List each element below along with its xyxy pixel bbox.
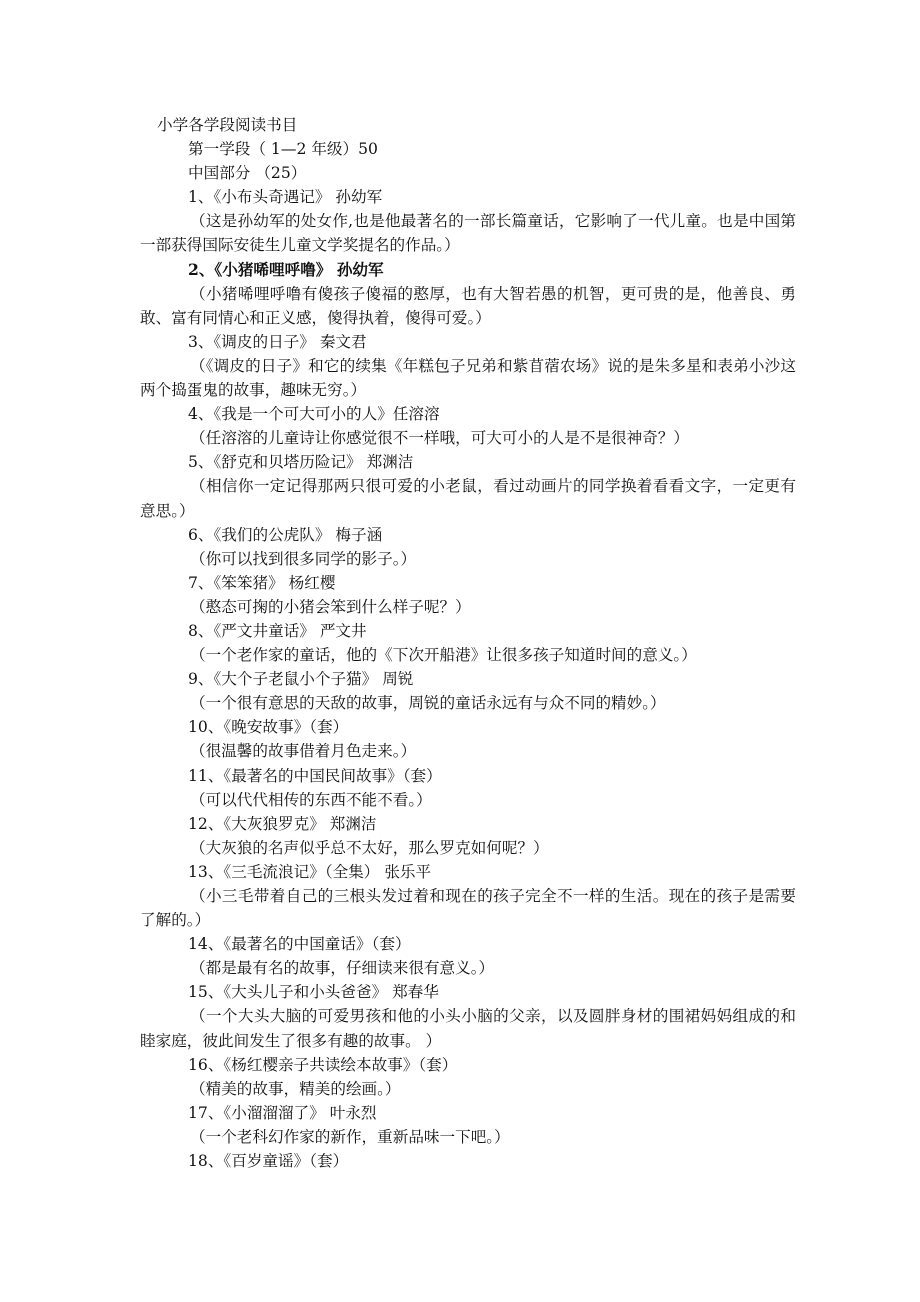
- book-description: （小三毛带着自己的三根头发过着和现在的孩子完全不一样的生活。现在的孩子是需要了解的。）: [140, 887, 796, 930]
- book-description: （很温馨的故事借着月色走来。）: [190, 742, 417, 761]
- book-entry: 7、《笨笨猪》 杨红樱: [188, 573, 336, 592]
- book-entry: 13、《三毛流浪记》（全集） 张乐平: [188, 862, 432, 881]
- book-description: （一个老科幻作家的新作，重新品味一下吧。）: [190, 1127, 510, 1146]
- book-description: （一个大头大脑的可爱男孩和他的小头小脑的父亲，以及圆胖身材的围裙妈妈组成的和睦家庭，彼此间发生了很多有趣的故事。 ）: [140, 1007, 796, 1050]
- book-entry: 15、《大头儿子和小头爸爸》 郑春华: [188, 983, 439, 1002]
- book-description: （《调皮的日子》和它的续集《年糕包子兄弟和紫苜蓿农场》说的是朱多星和表弟小沙这两个捣蛋鬼的故事，趣味无穷。）: [140, 356, 796, 400]
- book-description: （一个很有意思的天敌的故事，周锐的童话永远有与众不同的精妙。）: [190, 694, 666, 713]
- book-entry: 3、《调皮的日子》 秦文君: [188, 332, 367, 351]
- book-entry: 4、《我是一个可大可小的人》任溶溶: [188, 405, 440, 424]
- book-description: （大灰狼的名声似乎总不太好，那么罗克如何呢？）: [190, 838, 549, 857]
- book-entry: 8、《严文井童话》 严文井: [188, 621, 367, 640]
- book-entry: 17、《小溜溜溜了》 叶永烈: [188, 1103, 377, 1122]
- book-description: （可以代代相传的东西不能不看。）: [190, 790, 432, 809]
- book-description: （一个老作家的童话，他的《下次开船港》让很多孩子知道时间的意义。）: [190, 646, 697, 665]
- book-entry: 10、《晚安故事》（套）: [188, 718, 349, 737]
- book-entry: 2、《小猪唏哩呼噜》 孙幼军: [188, 259, 384, 279]
- book-entry: 1、《小布头奇遇记》 孙幼军: [188, 188, 383, 207]
- book-description: （精美的故事，精美的绘画。）: [190, 1079, 401, 1098]
- book-entry: 9、《大个子老鼠小个子猫》 周锐: [188, 670, 414, 689]
- document-title: 小学各学段阅读书目: [157, 116, 298, 134]
- stage-heading: 第一学段（ 1—2 年级）50: [188, 140, 378, 159]
- book-description: （都是最有名的故事，仔细读来很有意义。）: [190, 959, 495, 978]
- document-body: [140, 113, 796, 1173]
- book-entry: 6、《我们的公虎队》 梅子涵: [188, 525, 383, 544]
- book-description: （小猪唏哩呼噜有傻孩子傻福的憨厚，也有大智若愚的机智，更可贵的是，他善良、勇敢、富有同情心和正义感，傻得执着，傻得可爱。）: [140, 284, 796, 327]
- section-heading: 中国部分 （25）: [188, 164, 307, 183]
- book-entry: 18、《百岁童谣》（套）: [188, 1152, 349, 1171]
- book-entry: 12、《大灰狼罗克》 郑渊洁: [188, 814, 377, 833]
- book-entry: 14、《最著名的中国童话》（套）: [188, 935, 411, 954]
- book-description: （这是孙幼军的处女作,也是他最著名的一部长篇童话，它影响了一代儿童。也是中国第一部获得国际安徒生儿童文学奖提名的作品。）: [140, 212, 796, 255]
- book-entry: 16、《杨红樱亲子共读绘本故事》（套）: [188, 1055, 458, 1074]
- book-list: [140, 185, 796, 1173]
- book-description: （憨态可掬的小猪会笨到什么样子呢？）: [190, 597, 471, 616]
- book-entry: 11、《最著名的中国民间故事》（套）: [188, 766, 442, 785]
- book-description: （相信你一定记得那两只很可爱的小老鼠，看过动画片的同学换着看看文字，一定更有意思。）: [140, 477, 796, 520]
- book-entry: 5、《舒克和贝塔历险记》 郑渊洁: [188, 453, 414, 472]
- book-description: （任溶溶的儿童诗让你感觉很不一样哦，可大可小的人是不是很神奇？）: [190, 429, 690, 448]
- book-description: （你可以找到很多同学的影子。）: [190, 549, 417, 568]
